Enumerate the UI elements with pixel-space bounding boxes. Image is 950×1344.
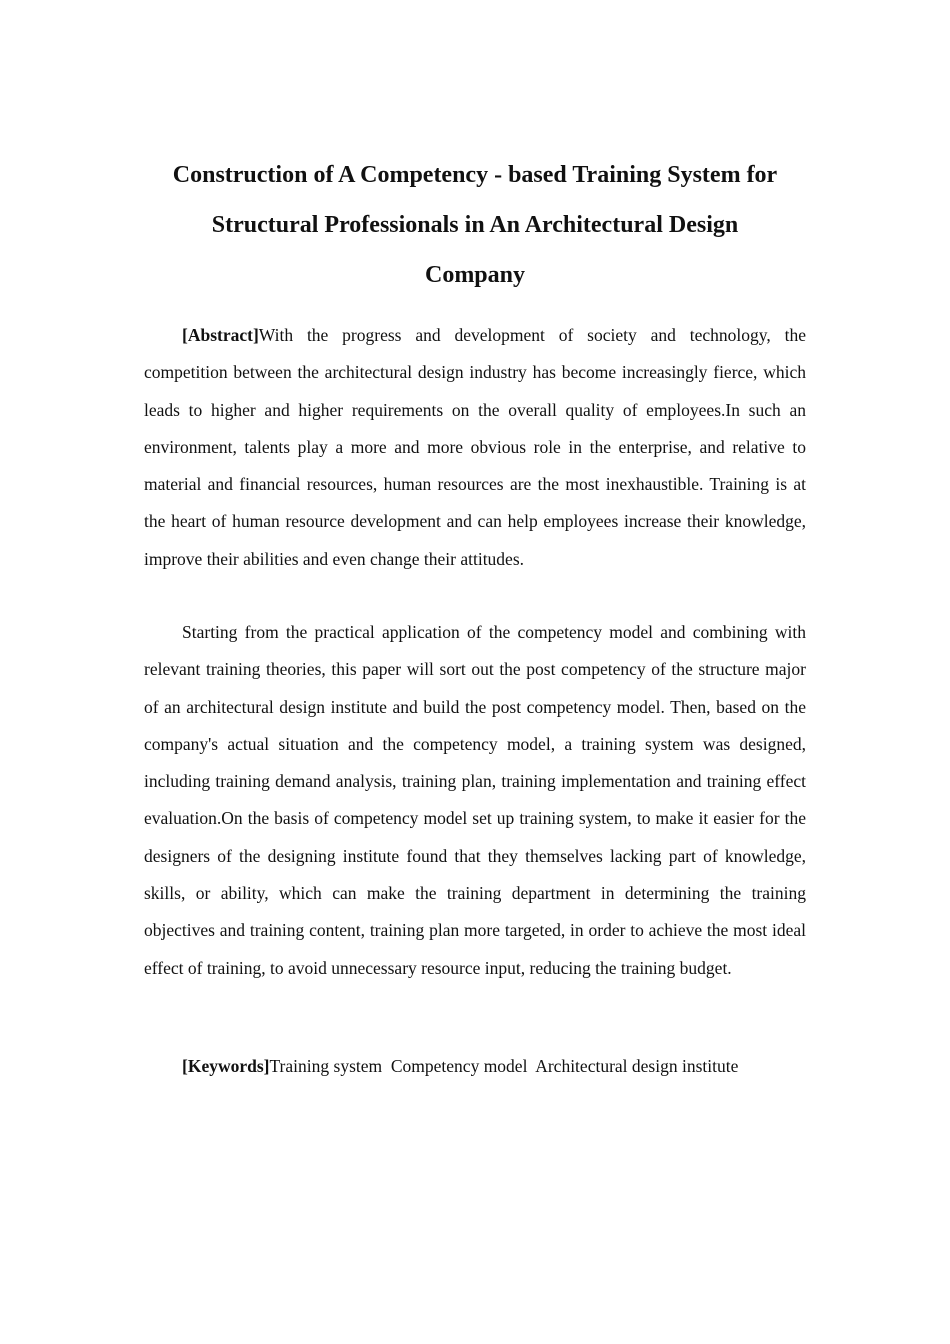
keywords-label: [Keywords]	[182, 1056, 270, 1076]
keywords-text: Training system Competency model Architectural design institute	[269, 1056, 739, 1076]
abstract-label: [Abstract]	[182, 325, 259, 345]
paper-title	[120, 150, 830, 300]
title-line-2: Structural Professionals in An Architectural Design	[211, 212, 739, 238]
abstract-paragraph-2: Starting from the practical application of the competency model and combining with relevant training theories, this paper will sort out the post competency of the structure major of an architectural design institute and build the post competency model. Then, based on the company's actual situation and the competency model, a training system was designed, including training demand analysis, training plan, training implementation and training effect evaluation.On the basis of competency model set up training system, to make it easier for the designers of the designing institute found that they themselves lacking part of knowledge, skills, or ability, which can make the training department in determining the training objectives and training content, training plan more targeted, in order to achieve the most ideal effect of training, to avoid unnecessary resource input, reducing the training budget.	[144, 622, 806, 978]
abstract-text: With the progress and development of society and technology, the competition between the architectural design industry has become increasingly fierce, which leads to higher and higher requirements on the overall quality of employees.In such an environment, talents play a more and more obvious role in the enterprise, and relative to material and financial resources, human resources are the most inexhaustible. Training is at the heart of human resource development and can help employees increase their knowledge, improve their abilities and even change their attitudes.	[144, 325, 806, 569]
title-line-1: Construction of A Competency - based Training System for	[172, 162, 778, 188]
abstract-paragraph	[144, 317, 806, 578]
keywords-line	[144, 1048, 844, 1085]
title-line-3: Company	[424, 262, 526, 288]
